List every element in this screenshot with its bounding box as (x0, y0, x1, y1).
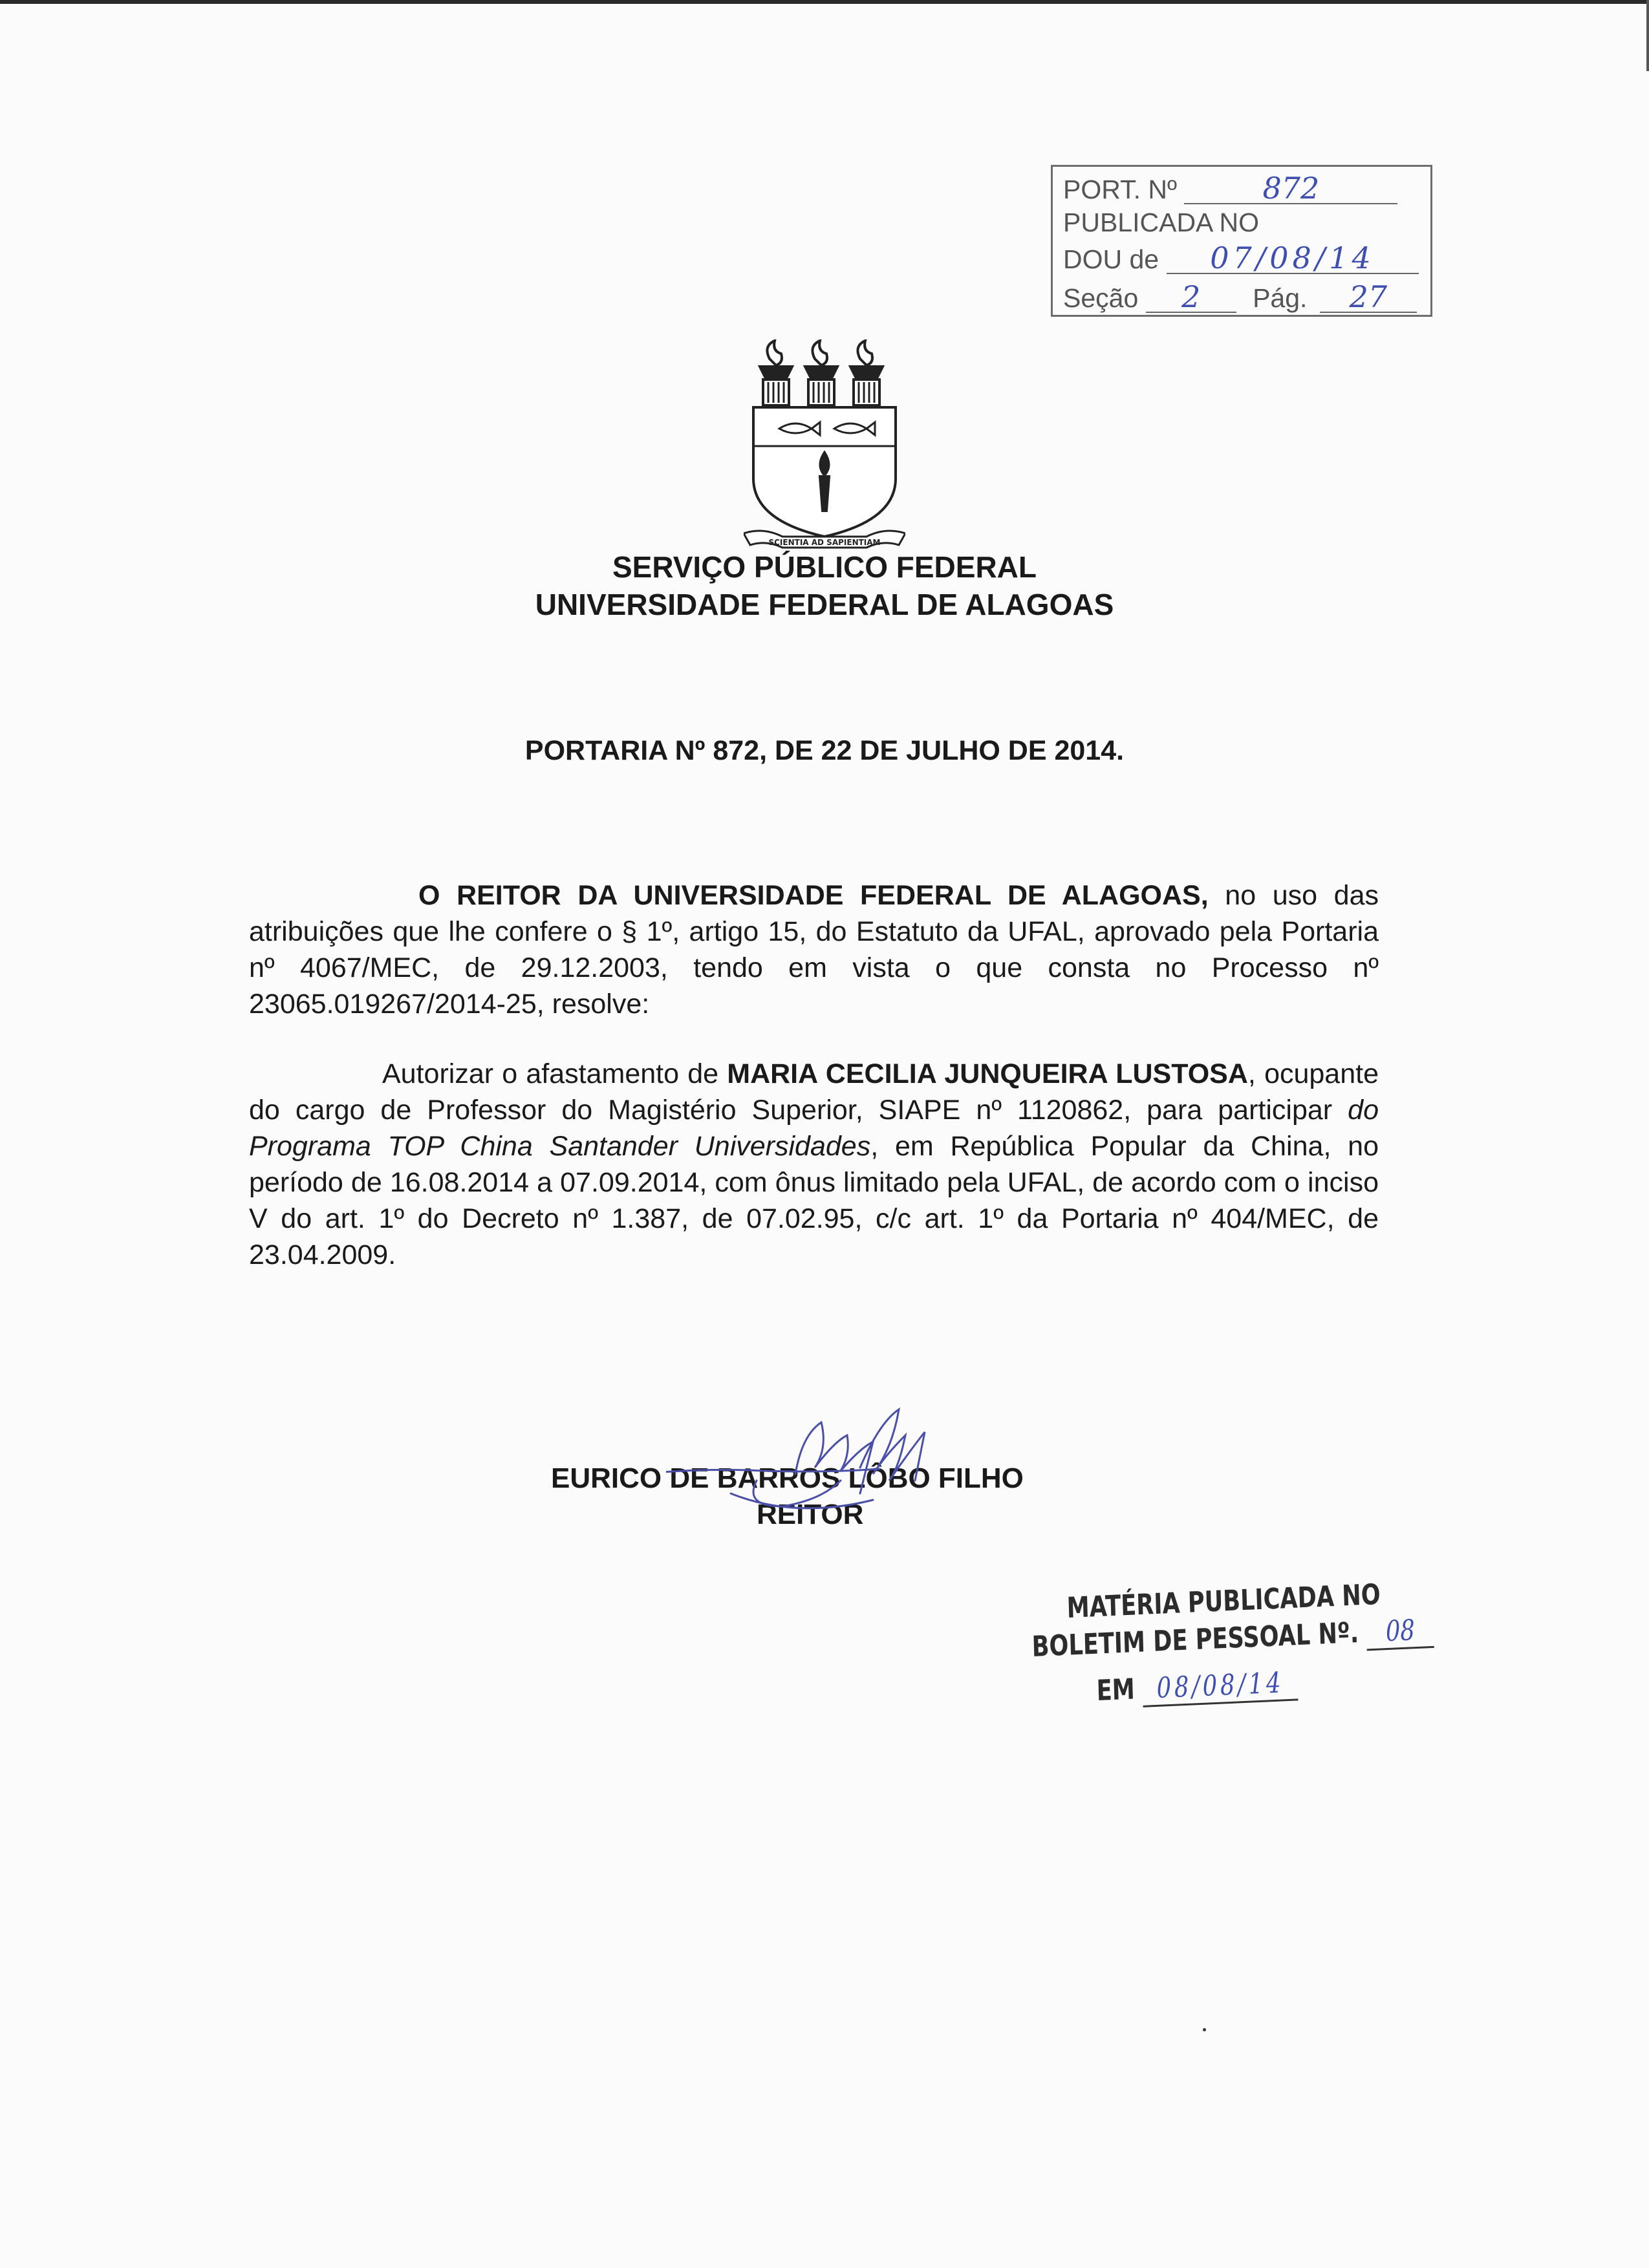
bulletin-date-value: 08/08/14 (1142, 1665, 1298, 1707)
resolution-text2: , ocupante do cargo de Professor do Magistério Superior, SIAPE nº 1120862, para participar (249, 1058, 1379, 1126)
bulletin-number-label: BOLETIM DE PESSOAL Nº. (1031, 1616, 1359, 1664)
bulletin-stamp (1025, 1578, 1416, 1734)
publicada-label: PUBLICADA NO (1063, 208, 1260, 237)
pag-value: 27 (1320, 282, 1417, 313)
pag-label: Pág. (1253, 283, 1308, 313)
dou-row (1063, 243, 1419, 274)
paragraph-preamble (249, 877, 1379, 1022)
crest-motto: SCIENTIA AD SAPIENTIAM (768, 538, 881, 547)
scan-speck (1203, 2028, 1206, 2031)
secao-label: Seção (1063, 283, 1139, 313)
signatory-role: REITOR (757, 1499, 864, 1530)
program-name: do Programa TOP China Santander Universidades (249, 1095, 1379, 1162)
paragraph-resolution (249, 1056, 1379, 1273)
header-line1: SERVIÇO PÚBLICO FEDERAL (612, 550, 1037, 584)
signatory-name: EURICO DE BARROS LÔBO FILHO (551, 1462, 1024, 1494)
handwritten-signature-icon (666, 1396, 1054, 1558)
port-value: 872 (1184, 173, 1397, 204)
preamble-text: no uso das atribuições que lhe confere o § 1º, artigo 15, do Estatuto da UFAL, aprovado pela Portaria nº 4067/MEC, de 29.12.2003, tendo em vista o que consta no Processo nº 23065.019267/2014-25, resolve: (249, 880, 1379, 1020)
scan-top-edge (0, 0, 1649, 4)
port-row (1063, 173, 1397, 204)
document-title: PORTARIA Nº 872, DE 22 DE JULHO DE 2014. (524, 735, 1125, 766)
secao-row (1063, 279, 1417, 314)
bulletin-line1: MATÉRIA PUBLICADA NO (1066, 1578, 1381, 1625)
ufal-coat-of-arms-icon (744, 339, 905, 553)
port-label: PORT. Nº (1063, 175, 1177, 204)
resolution-text1: Autorizar o afastamento de (382, 1058, 727, 1089)
publicada-row (1063, 209, 1259, 236)
bulletin-line3 (1096, 1665, 1299, 1709)
dou-label: DOU de (1063, 244, 1159, 274)
bulletin-date-label: EM (1096, 1673, 1136, 1707)
bulletin-number-value: 08 (1366, 1613, 1434, 1651)
preamble-bold: O REITOR DA UNIVERSIDADE FEDERAL DE ALAGOAS, (418, 880, 1209, 911)
header-line2: UNIVERSIDADE FEDERAL DE ALAGOAS (535, 588, 1114, 621)
publication-stamp (1051, 165, 1432, 317)
secao-value: 2 (1146, 282, 1236, 313)
dou-value: 07/08/14 (1167, 243, 1419, 274)
person-name: MARIA CECILIA JUNQUEIRA LUSTOSA (727, 1058, 1248, 1089)
resolution-text3: , em República Popular da China, no período de 16.08.2014 a 07.09.2014, com ônus limitado pela UFAL, de acordo com o inciso V do art. 1º do Decreto nº 1.387, de 07.02.95, c/c art. 1º da Portaria nº 404/MEC, de 23.04.2009. (249, 1131, 1379, 1270)
scan-right-edge (1646, 0, 1649, 71)
